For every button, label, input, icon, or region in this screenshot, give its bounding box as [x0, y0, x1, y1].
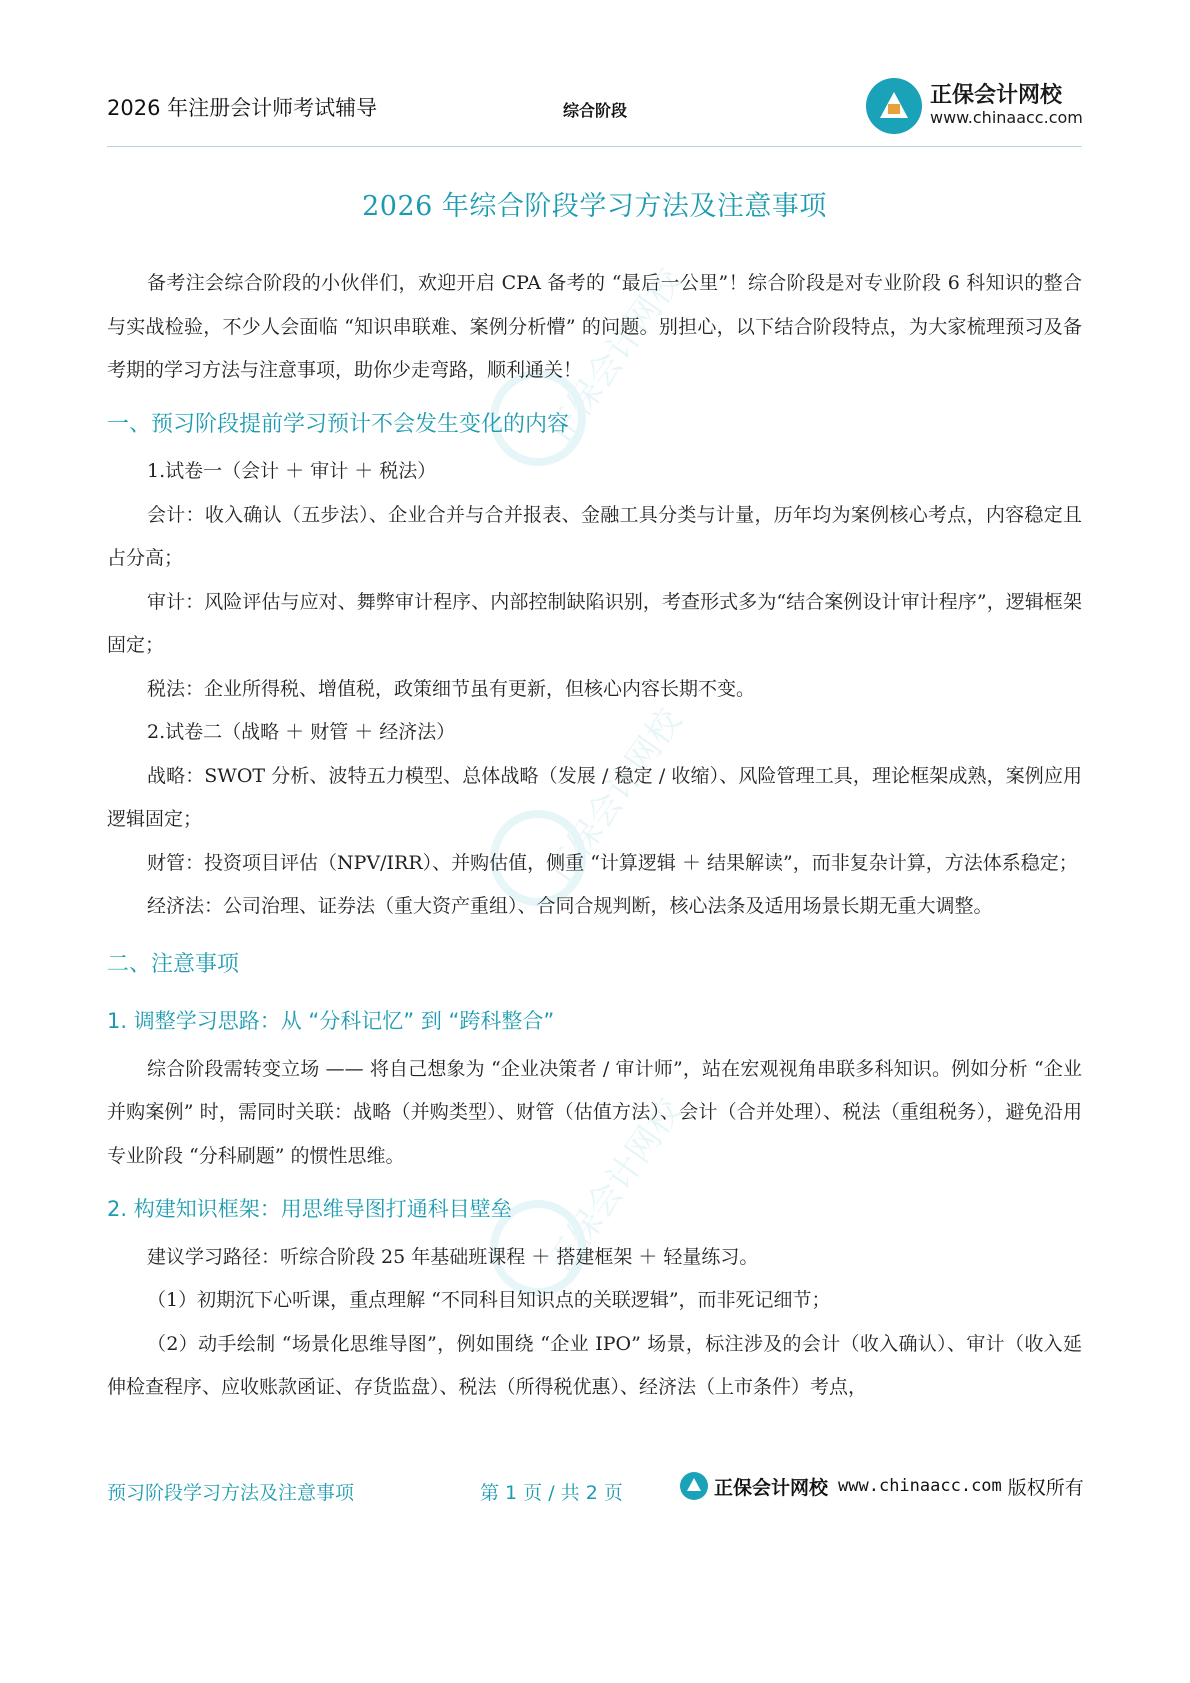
- sub2-paragraph-2: （1）初期沉下心听课，重点理解 “不同科目知识点的关联逻辑”，而非死记细节；: [147, 1289, 831, 1311]
- footer-brand: [680, 1472, 1084, 1500]
- footer-rights: 版权所有: [1007, 1476, 1084, 1499]
- sub2-heading: 2. 构建知识框架：用思维导图打通科目壁垒: [107, 1197, 512, 1221]
- watermark-text: 正保会计网校: [539, 701, 690, 892]
- law-paragraph: 经济法：公司治理、证券法（重大资产重组）、合同合规判断，核心法条及适用场景长期无重大调整。: [147, 895, 993, 917]
- footer-left: 预习阶段学习方法及注意事项: [107, 1482, 355, 1504]
- logo-url: www.chinaacc.com: [930, 108, 1083, 127]
- finance-paragraph: 财管：投资项目评估（NPV/IRR）、并购估值，侧重 “计算逻辑 ＋ 结果解读”，而非复杂计算，方法体系稳定；: [147, 851, 1078, 874]
- footer-logo-icon: [680, 1472, 708, 1500]
- header-title: 2026 年注册会计师考试辅导: [107, 96, 378, 120]
- sub1-paragraph: 综合阶段需转变立场 —— 将自己想象为 “企业决策者 / 审计师”，站在宏观视角串联多科知识。例如分析 “企业并购案例” 时，需同时关联：战略（并购类型）、财管（估值方法）、会计（合并处理）、税法（重组税务），避免沿用专业阶段 “分科刷题” 的惯性思维。: [107, 1057, 1082, 1167]
- header-divider: [107, 146, 1082, 147]
- sub2-paragraph-1: 建议学习路径：听综合阶段 25 年基础班课程 ＋ 搭建框架 ＋ 轻量练习。: [147, 1245, 759, 1268]
- sub2-paragraph-3: （2）动手绘制 “场景化思维导图”，例如围绕 “企业 IPO” 场景，标注涉及的会计（收入确认）、审计（收入延伸检查程序、应收账款函证、存货监盘）、税法（所得税优惠）、经济法（上市条件）考点，: [107, 1332, 1082, 1398]
- sub1-heading: 1. 调整学习思路：从 “分科记忆” 到 “跨科整合”: [107, 1009, 555, 1033]
- document-body: [107, 262, 1082, 1410]
- logo-icon: [866, 78, 922, 134]
- paper1-title: 1.试卷一（会计 ＋ 审计 ＋ 税法）: [147, 460, 437, 482]
- section1-heading: 一、预习阶段提前学习预计不会发生变化的内容: [107, 411, 570, 437]
- document-title: 2026 年综合阶段学习方法及注意事项: [362, 191, 827, 222]
- footer-brand-name: 正保会计网校: [714, 1476, 829, 1499]
- audit-paragraph: 审计：风险评估与应对、舞弊审计程序、内部控制缺陷识别，考查形式多为“结合案例设计审计程序”，逻辑框架固定；: [107, 590, 1082, 656]
- watermark-text: 正保会计网校: [539, 261, 690, 452]
- strategy-paragraph: 战略：SWOT 分析、波特五力模型、总体战略（发展 / 稳定 / 收缩）、风险管理工具，理论框架成熟，案例应用逻辑固定；: [107, 764, 1082, 830]
- watermark-text: 正保会计网校: [539, 1091, 690, 1282]
- header-stage: 综合阶段: [563, 101, 628, 120]
- section2-heading: 二、注意事项: [107, 951, 240, 977]
- footer-url: www.chinaacc.com: [838, 1476, 1002, 1496]
- tax-paragraph: 税法：企业所得税、增值税，政策细节虽有更新，但核心内容长期不变。: [147, 677, 756, 700]
- accounting-paragraph: 会计：收入确认（五步法）、企业合并与合并报表、金融工具分类与计量，历年均为案例核心考点，内容稳定且占分高；: [107, 503, 1082, 569]
- logo-name: 正保会计网校: [930, 83, 1063, 108]
- header-logo: [866, 74, 1083, 136]
- footer-page-number: 第 1 页 / 共 2 页: [480, 1482, 623, 1504]
- intro-paragraph: 备考注会综合阶段的小伙伴们，欢迎开启 CPA 备考的 “最后一公里”！综合阶段是对专业阶段 6 科知识的整合与实战检验，不少人会面临 “知识串联难、案例分析懵” 的问题。别担心，以下结合阶段特点，为大家梳理预习及备考期的学习方法与注意事项，助你少走弯路，顺利通关！: [107, 272, 1082, 381]
- paper2-title: 2.试卷二（战略 ＋ 财管 ＋ 经济法）: [147, 721, 456, 743]
